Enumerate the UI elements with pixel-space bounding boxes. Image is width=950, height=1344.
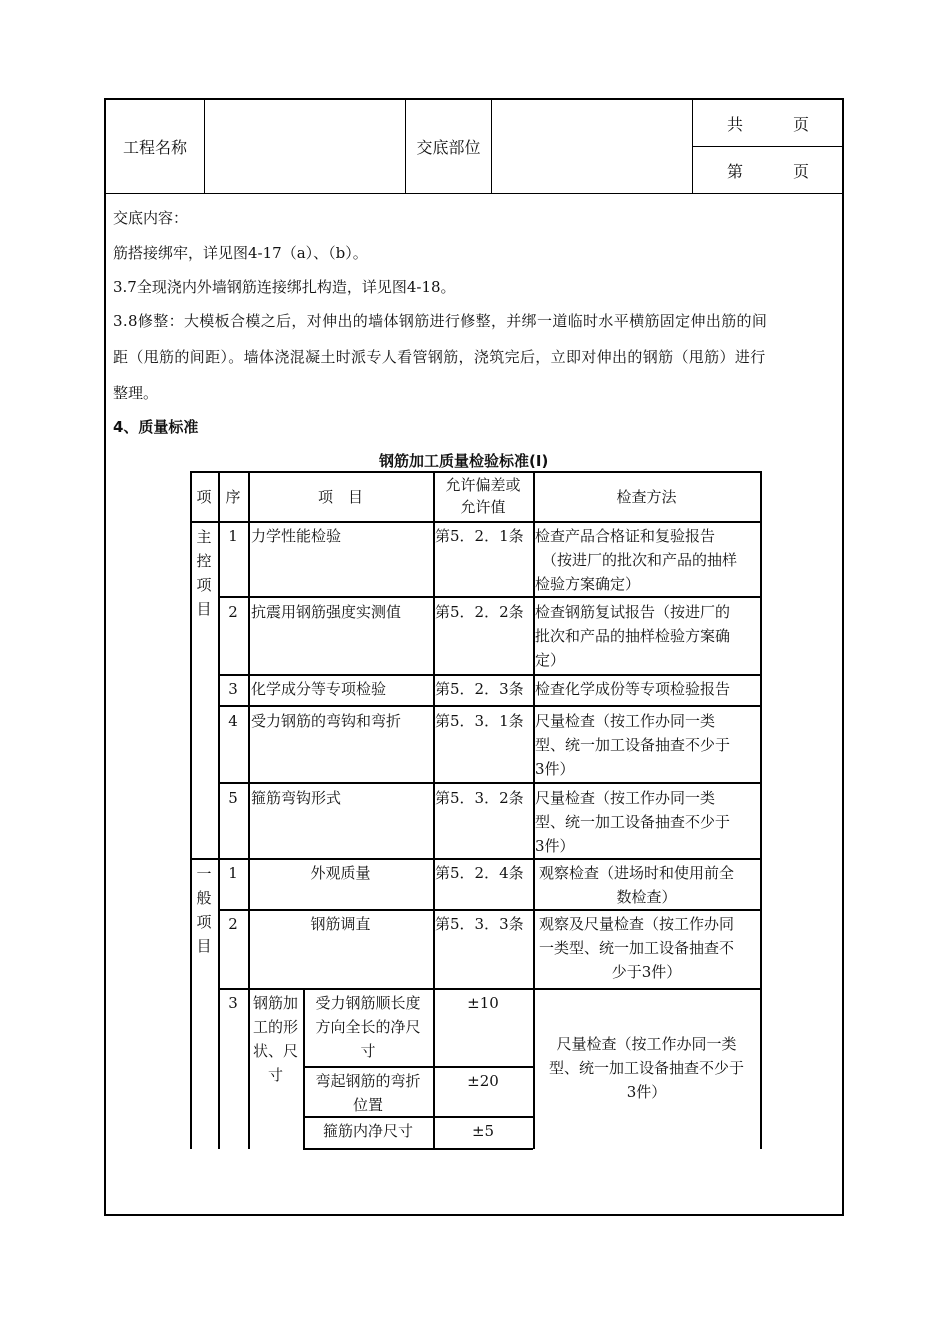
- content-line: 3.7全现浇内外墙钢筋连接绑扎构造，详见图4-18。: [113, 278, 456, 296]
- row-value: 第5．2．2条: [435, 603, 524, 621]
- content-line: 筋搭接绑牢，详见图4-17（a）、（b）。: [113, 244, 368, 262]
- row-method-line: 型、统一加工设备抽查不少于: [535, 736, 731, 754]
- row-method-line: 尺量检查（按工作办同一类: [535, 712, 716, 730]
- general-group-label: 般: [196, 889, 212, 907]
- row-item-line: 状、尺: [252, 1042, 298, 1060]
- project-name-label: 工程名称: [106, 100, 205, 193]
- project-name-value[interactable]: [205, 100, 406, 193]
- row-method-line: 3件）: [626, 1083, 667, 1101]
- header-col-method: 检查方法: [616, 488, 677, 506]
- sub-item-line: 弯起钢筋的弯折: [315, 1072, 421, 1090]
- header-col-no: 序: [225, 488, 241, 506]
- row-no: 1: [228, 527, 238, 545]
- general-group-label: 一: [196, 865, 212, 883]
- row-no: 5: [228, 789, 238, 807]
- row-item: 抗震用钢筋强度实测值: [251, 603, 402, 621]
- content-label: 交底内容：: [113, 209, 189, 227]
- row-method-line: 一类型、统一加工设备抽查不: [539, 939, 735, 957]
- row-method-line: 型、统一加工设备抽查不少于: [535, 813, 731, 831]
- part-value[interactable]: [492, 100, 693, 193]
- row-item-line: 寸: [267, 1066, 283, 1084]
- row-value: 第5．3．2条: [435, 789, 524, 807]
- row-item: 化学成分等专项检验: [251, 680, 387, 698]
- page-number: 第 页: [727, 161, 810, 181]
- header-col-value-b: 允许值: [460, 498, 506, 516]
- general-group-label: 项: [196, 913, 212, 931]
- row-value: 第5．2．3条: [435, 680, 524, 698]
- row-method-line: （按进厂的批次和产品的抽样: [542, 551, 738, 569]
- table-title: 钢筋加工质量检验标准(Ⅰ): [379, 452, 549, 470]
- sub-value: ±10: [467, 994, 499, 1012]
- header-row: [106, 100, 842, 194]
- sub-value: ±5: [471, 1122, 495, 1140]
- row-method-line: 检查产品合格证和复验报告: [535, 527, 716, 545]
- row-method-line: 尺量检查（按工作办同一类: [556, 1035, 737, 1053]
- sub-item-line: 寸: [360, 1042, 376, 1060]
- quality-table: [190, 471, 761, 1149]
- row-method-line: 检查钢筋复试报告（按进厂的: [535, 603, 731, 621]
- content-line: 整理。: [113, 384, 159, 402]
- row-no: 2: [228, 603, 238, 621]
- row-method-line: 批次和产品的抽样检验方案确: [535, 627, 731, 645]
- row-no: 1: [228, 864, 238, 882]
- row-item-line: 钢筋加: [252, 994, 298, 1012]
- general-group-label: 目: [196, 937, 212, 955]
- main-group-label: 目: [196, 600, 212, 618]
- section-heading: 4、质量标准: [113, 418, 199, 436]
- main-group-label: 控: [196, 552, 212, 570]
- row-no: 2: [228, 915, 238, 933]
- row-method-line: 定）: [535, 651, 566, 669]
- row-method-line: 尺量检查（按工作办同一类: [535, 789, 716, 807]
- main-group-label: 主: [196, 528, 212, 546]
- content-line: 3.8修整：大模板合模之后，对伸出的墙体钢筋进行修整，并绑一道临时水平横筋固定伸出筋的间: [113, 312, 768, 330]
- row-value: 第5．2．1条: [435, 527, 524, 545]
- row-item-line: 工的形: [252, 1018, 298, 1036]
- row-value: 第5．3．1条: [435, 712, 524, 730]
- content-line: 距（甩筋的间距）。墙体浇混凝土时派专人看管钢筋，浇筑完后，立即对伸出的钢筋（甩筋）进行: [113, 348, 766, 366]
- row-item: 箍筋弯钩形式: [251, 789, 342, 807]
- row-method-line: 检查化学成份等专项检验报告: [535, 680, 731, 698]
- main-group-label: 项: [196, 576, 212, 594]
- row-method-line: 少于3件）: [611, 963, 682, 981]
- row-value: 第5．3．3条: [435, 915, 524, 933]
- row-method-line: 检验方案确定）: [535, 575, 641, 593]
- sub-item-line: 受力钢筋顺长度: [315, 994, 421, 1012]
- header-col-group: 项: [196, 488, 212, 506]
- part-label: 交底部位: [406, 100, 492, 193]
- row-method-line: 型、统一加工设备抽查不少于: [548, 1059, 744, 1077]
- row-no: 3: [228, 680, 238, 698]
- row-item: 外观质量: [310, 864, 371, 882]
- sub-value: ±20: [467, 1072, 499, 1090]
- row-method-line: 观察及尺量检查（按工作办同: [539, 915, 735, 933]
- page-count-box: [693, 100, 842, 193]
- row-no: 4: [228, 712, 238, 730]
- sub-item-line: 方向全长的净尺: [315, 1018, 421, 1036]
- row-item: 力学性能检验: [251, 527, 342, 545]
- sub-item-line: 位置: [352, 1096, 383, 1114]
- row-value: 第5．2．4条: [435, 864, 524, 882]
- row-item: 钢筋调直: [310, 915, 371, 933]
- row-method-line: 3件）: [535, 837, 575, 855]
- sub-item-line: 箍筋内净尺寸: [322, 1122, 413, 1140]
- row-method-line: 3件）: [535, 760, 575, 778]
- row-item: 受力钢筋的弯钩和弯折: [251, 712, 402, 730]
- row-method-line: 观察检查（进场时和使用前全: [539, 864, 735, 882]
- row-method-line: 数检查）: [616, 888, 677, 906]
- header-col-item: 项 目: [317, 488, 363, 506]
- header-col-value-a: 允许偏差或: [445, 476, 521, 494]
- row-no: 3: [228, 994, 238, 1012]
- total-pages: 共 页: [693, 100, 842, 147]
